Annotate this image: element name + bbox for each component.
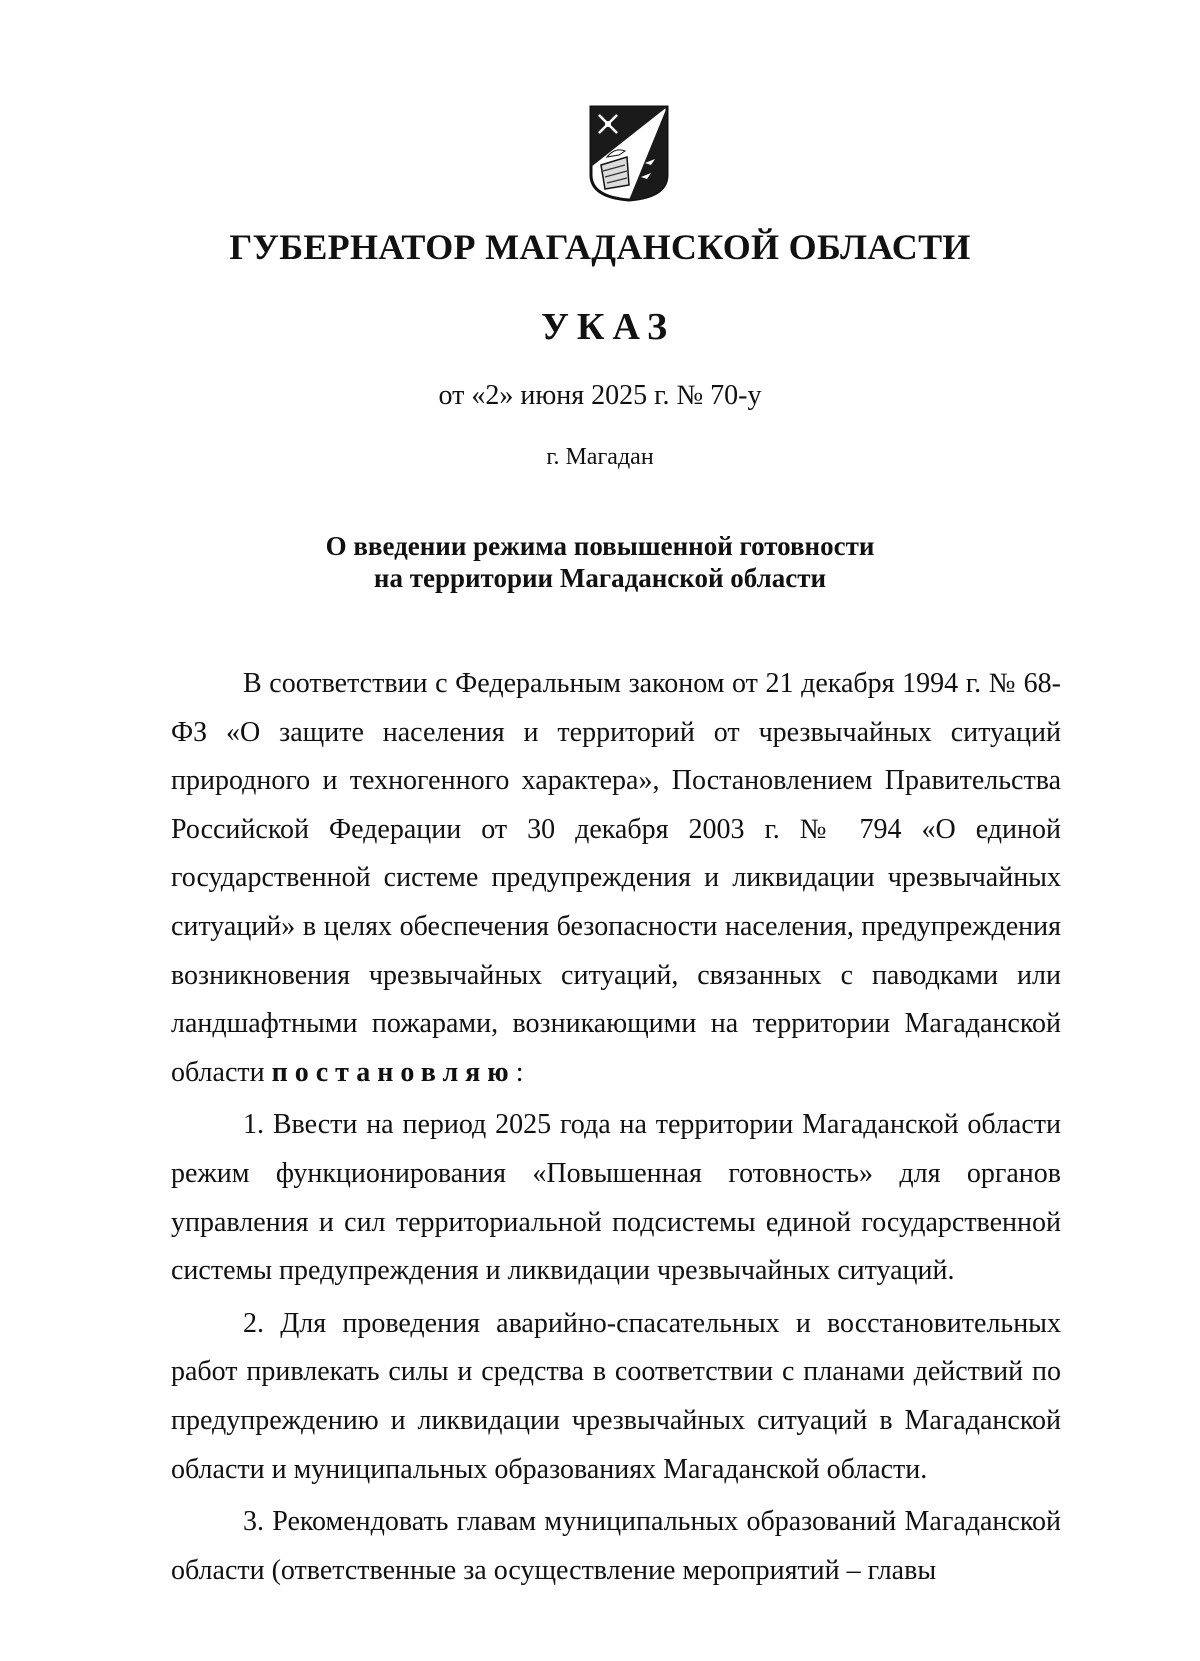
item-1: 1. Ввести на период 2025 года на территории Магаданской области режим функционирования «Повышенная готовность» для органов управления и сил территориальной подсистемы единой государственной системы предупреждения и ликвидации чрезвычайных ситуаций. [171,1109,1061,1287]
document-city: г. Магадан [546,444,654,470]
decree-word: постановляю [271,1056,516,1088]
document-type: УКАЗ [541,306,675,348]
item-3: 3. Рекомендовать главам муниципальных образований Магаданской области (ответственные за осуществление мероприятий – главы [171,1506,1061,1586]
issuing-authority: ГУБЕРНАТОР МАГАДАНСКОЙ ОБЛАСТИ [229,227,971,267]
document-title-line-1: О введении режима повышенной готовности [325,531,875,561]
item-2: 2. Для проведения аварийно-спасательных и восстановительных работ привлекать силы и средства в соответствии с планами действий по предупреждению и ликвидации чрезвычайных ситуаций в Магаданской области и муниципальных образованиях Магаданской области. [171,1307,1061,1485]
decree-colon: : [515,1056,524,1088]
document-title-line-2: на территории Магаданской области [373,563,827,593]
document-title [0,530,1200,594]
document-body [171,660,1061,1595]
preamble-text: В соответствии с Федеральным законом от 21 декабря 1994 г. № 68-ФЗ «О защите населения и территорий от чрезвычайных ситуаций природного и техногенного характера», Постановлением Правительства Российской Федерации от 30 декабря 2003 г. № 794 «О единой государственной системе предупреждения и ликвидации чрезвычайных ситуаций» в целях обеспечения безопасности населения, предупреждения возникновения чрезвычайных ситуаций, связанных с паводками или ландшафтными пожарами, возникающими на территории Магаданской области [171,668,1061,1088]
document-date-number: от «2» июня 2025 г. № 70-у [438,380,762,411]
magadan-coat-of-arms-icon [589,105,669,202]
preamble-paragraph [171,660,1061,1097]
